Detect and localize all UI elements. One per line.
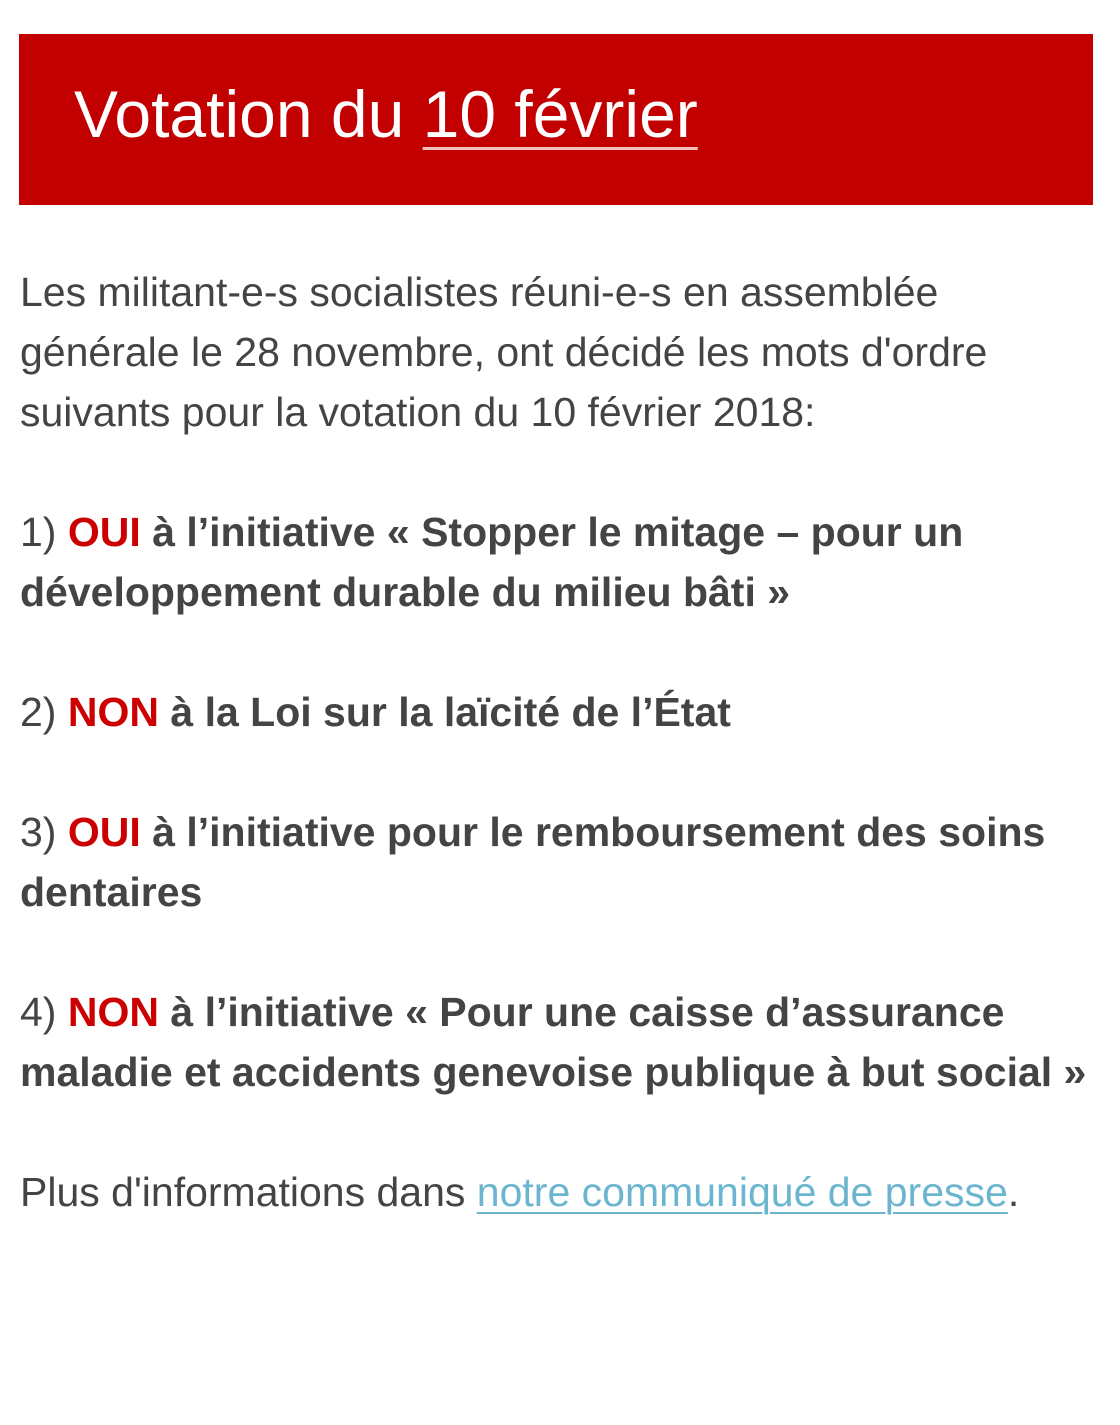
vote-badge: OUI	[67, 509, 141, 555]
list-item	[20, 502, 1092, 622]
header-banner	[19, 34, 1093, 205]
list-item	[20, 982, 1092, 1102]
intro-paragraph: Les militant-e-s socialistes réuni-e-s en assemblée générale le 28 novembre, ont décidé les mots d'ordre suivants pour la votation du 10 février 2018:	[20, 269, 988, 435]
list-item	[20, 682, 1092, 742]
footer-text: Plus d'informations dans	[20, 1169, 477, 1215]
item-number: 4)	[20, 989, 57, 1035]
footer-suffix: .	[1007, 1169, 1020, 1215]
article-body	[20, 262, 1092, 1282]
item-subject: à l’initiative « Stopper le mitage – pour un développement durable du milieu bâti »	[20, 509, 964, 615]
vote-badge: OUI	[67, 809, 141, 855]
item-number: 3)	[20, 809, 57, 855]
date-link[interactable]: 10 février	[422, 76, 698, 151]
item-subject: à la Loi sur la laïcité de l’État	[170, 689, 731, 735]
vote-badge: NON	[67, 689, 159, 735]
item-number: 2)	[20, 689, 57, 735]
vote-badge: NON	[67, 989, 159, 1035]
title-prefix: Votation du	[74, 76, 423, 151]
item-subject: à l’initiative pour le remboursement des soins dentaires	[20, 809, 1046, 915]
page-title	[74, 76, 698, 151]
item-number: 1)	[20, 509, 57, 555]
list-item	[20, 802, 1092, 922]
footer-paragraph	[20, 1162, 1092, 1222]
press-release-link[interactable]: notre communiqué de presse	[476, 1169, 1008, 1215]
item-subject: à l’initiative « Pour une caisse d’assurance maladie et accidents genevoise publique à but social »	[20, 989, 1087, 1095]
